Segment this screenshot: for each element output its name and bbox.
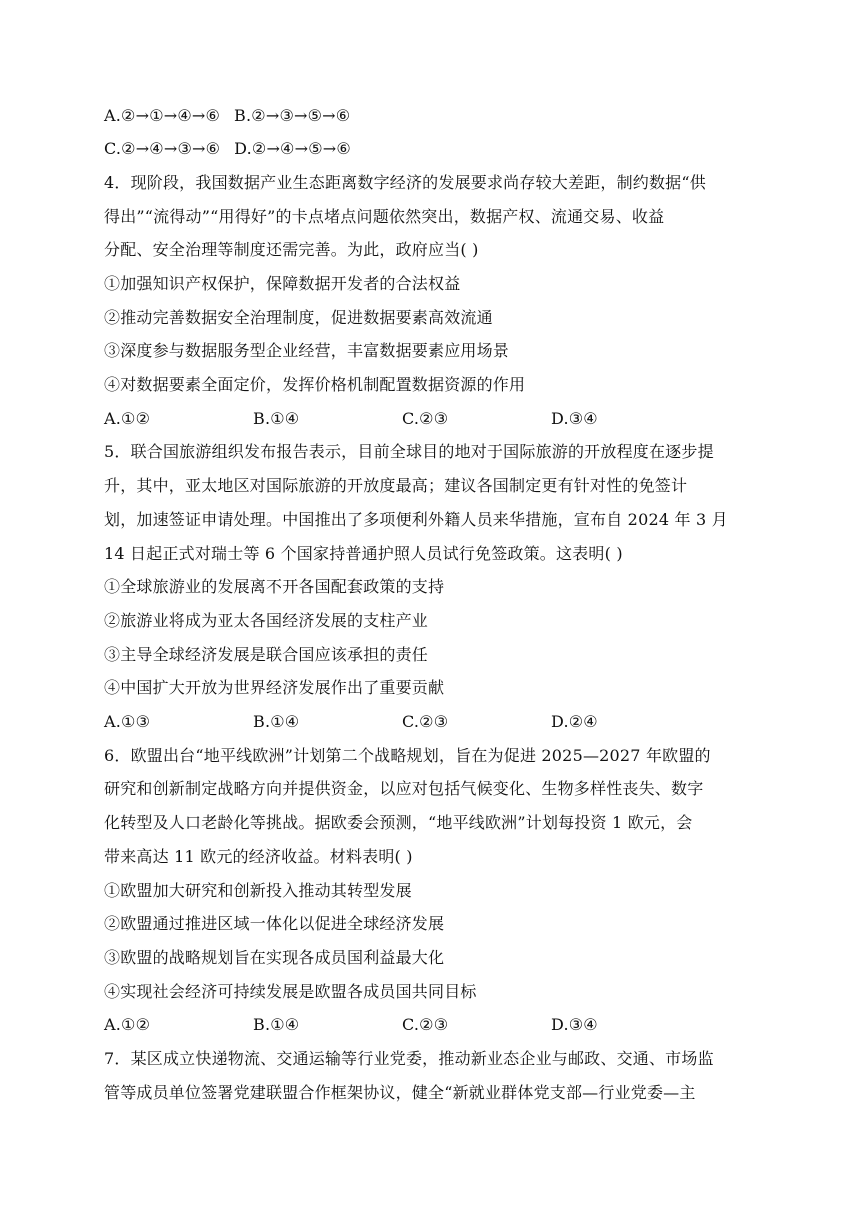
q5-stem-line-3: 划，加速签证申请处理。中国推出了多项便利外籍人员来华措施，宣布自 2024 年 3 月 [104, 510, 728, 529]
q4-item-4: ④对数据要素全面定价，发挥价格机制配置数据资源的作用 [104, 375, 526, 394]
q6-option-d: D.③④ [551, 1015, 598, 1034]
q6-item-2: ②欧盟通过推进区域一体化以促进全球经济发展 [104, 914, 445, 933]
q4-option-d: D.③④ [551, 409, 598, 428]
q6-item-4: ④实现社会经济可持续发展是欧盟各成员国共同目标 [104, 982, 477, 1001]
q4-stem-line-1: 4．现阶段，我国数据产业生态距离数字经济的发展要求尚存较大差距，制约数据“供 [104, 173, 706, 192]
q4-option-b: B.①④ [253, 409, 300, 428]
q6-options [104, 1014, 700, 1036]
q6-stem-line-3: 化转型及人口老龄化等挑战。据欧委会预测，“地平线欧洲”计划每投资 1 欧元，会 [104, 813, 693, 832]
q6-option-c: C.②③ [402, 1015, 449, 1034]
q5-option-d: D.②④ [551, 712, 598, 731]
q5-item-2: ②旅游业将成为亚太各国经济发展的支柱产业 [104, 611, 429, 630]
q6-item-3: ③欧盟的战略规划旨在实现各成员国利益最大化 [104, 948, 445, 967]
q4-stem-line-3: 分配、安全治理等制度还需完善。为此，政府应当( ) [104, 240, 479, 259]
q3-options-row-1 [104, 105, 364, 127]
q6-option-a: A.①② [104, 1015, 151, 1034]
q6-stem-line-4: 带来高达 11 欧元的经济收益。材料表明( ) [104, 847, 413, 866]
q5-option-c: C.②③ [402, 712, 449, 731]
q4-item-3: ③深度参与数据服务型企业经营，丰富数据要素应用场景 [104, 341, 510, 360]
q3-options-row-2 [104, 138, 365, 160]
q5-option-a: A.①③ [104, 712, 151, 731]
q5-item-4: ④中国扩大开放为世界经济发展作出了重要贡献 [104, 678, 445, 697]
q6-stem-line-2: 研究和创新制定战略方向并提供资金，以应对包括气候变化、生物多样性丧失、数字 [104, 779, 704, 798]
q4-item-2: ②推动完善数据安全治理制度，促进数据要素高效流通 [104, 308, 493, 327]
q6-item-1: ①欧盟加大研究和创新投入推动其转型发展 [104, 881, 412, 900]
q3-option-a: A.②→①→④→⑥ [104, 106, 221, 125]
q4-options [104, 408, 700, 430]
q5-options [104, 711, 700, 733]
q7-stem-line-1: 7．某区成立快递物流、交通运输等行业党委，推动新业态企业与邮政、交通、市场监 [104, 1049, 714, 1068]
q4-item-1: ①加强知识产权保护，保障数据开发者的合法权益 [104, 274, 461, 293]
q7-stem-line-2: 管等成员单位签署党建联盟合作框架协议，健全“新就业群体党支部—行业党委—主 [104, 1083, 696, 1102]
q4-option-a: A.①② [104, 409, 151, 428]
q3-option-b: B.②→③→⑤→⑥ [234, 106, 351, 125]
q5-option-b: B.①④ [253, 712, 300, 731]
q4-stem-line-2: 得出”“流得动”“用得好”的卡点堵点问题依然突出，数据产权、流通交易、收益 [104, 207, 665, 226]
q3-option-c: C.②→④→③→⑥ [104, 139, 221, 158]
q6-option-b: B.①④ [253, 1015, 300, 1034]
q5-stem-line-2: 升，其中，亚太地区对国际旅游的开放度最高；建议各国制定更有针对性的免签计 [104, 476, 688, 495]
q4-option-c: C.②③ [402, 409, 449, 428]
q5-item-3: ③主导全球经济发展是联合国应该承担的责任 [104, 645, 429, 664]
q5-item-1: ①全球旅游业的发展离不开各国配套政策的支持 [104, 577, 445, 596]
q5-stem-line-1: 5．联合国旅游组织发布报告表示，目前全球目的地对于国际旅游的开放程度在逐步提 [104, 442, 714, 461]
q6-stem-line-1: 6．欧盟出台“地平线欧洲”计划第二个战略规划，旨在为促进 2025—2027 年欧盟的 [104, 746, 711, 765]
q3-option-d: D.②→④→⑤→⑥ [234, 139, 351, 158]
q5-stem-line-4: 14 日起正式对瑞士等 6 个国家持普通护照人员试行免签政策。这表明( ) [104, 544, 623, 563]
